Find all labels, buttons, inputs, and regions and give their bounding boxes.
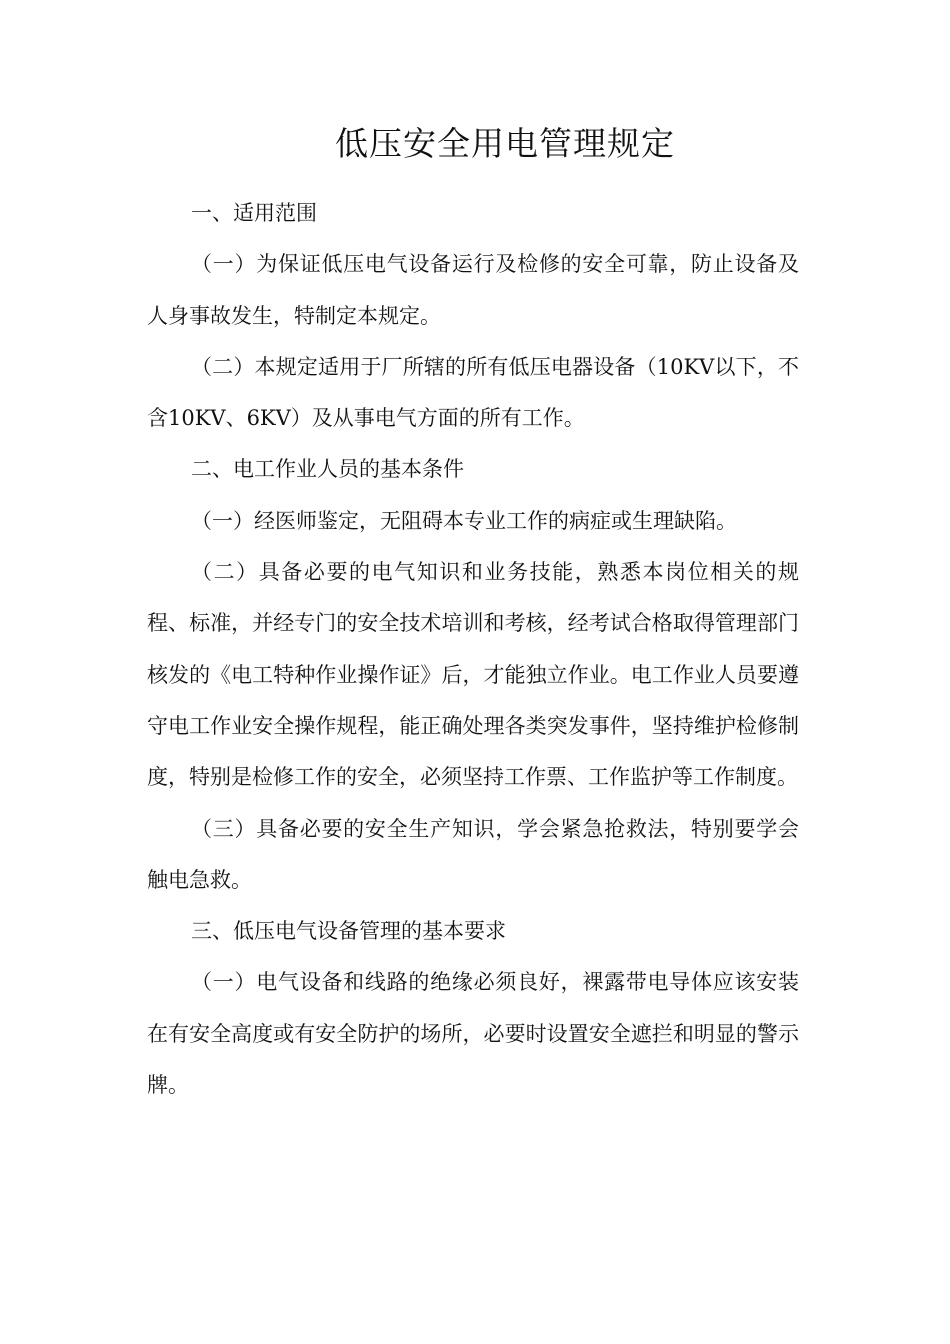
requirements-clause-1: （一）电气设备和线路的绝缘必须良好，裸露带电导体应该安装在有安全高度或有安全防护的场所，必要时设置安全遮拦和明显的警示牌。: [147, 970, 799, 1098]
section-heading-electrician-conditions: 二、电工作业人员的基本条件: [191, 457, 464, 482]
conditions-clause-1: （一）经医师鉴定，无阻碍本专业工作的病症或生理缺陷。: [191, 508, 737, 533]
document-body: [147, 188, 799, 1111]
section-heading-scope: 一、适用范围: [191, 201, 317, 225]
scope-clause-1: （一）为保证低压电气设备运行及检修的安全可靠，防止设备及人身事故发生，特制定本规定。: [147, 252, 799, 328]
conditions-clause-3: （三）具备必要的安全生产知识，学会紧急抢救法，特别要学会触电急救。: [147, 816, 799, 892]
document-title: 低压安全用电管理规定: [335, 124, 675, 163]
section-heading-equipment-requirements: 三、低压电气设备管理的基本要求: [191, 919, 506, 944]
conditions-clause-2: （二）具备必要的电气知识和业务技能，熟悉本岗位相关的规程、标准，并经专门的安全技术培训和考核，经考试合格取得管理部门核发的《电工特种作业操作证》后，才能独立作业。电工作业人员要遵守电工作业安全操作规程，能正确处理各类突发事件，坚持维护检修制度，特别是检修工作的安全，必须坚持工作票、工作监护等工作制度。: [147, 560, 799, 790]
scope-clause-2: （二）本规定适用于厂所辖的所有低压电器设备（10KV以下，不含10KV、6KV）及从事电气方面的所有工作。: [147, 354, 799, 431]
